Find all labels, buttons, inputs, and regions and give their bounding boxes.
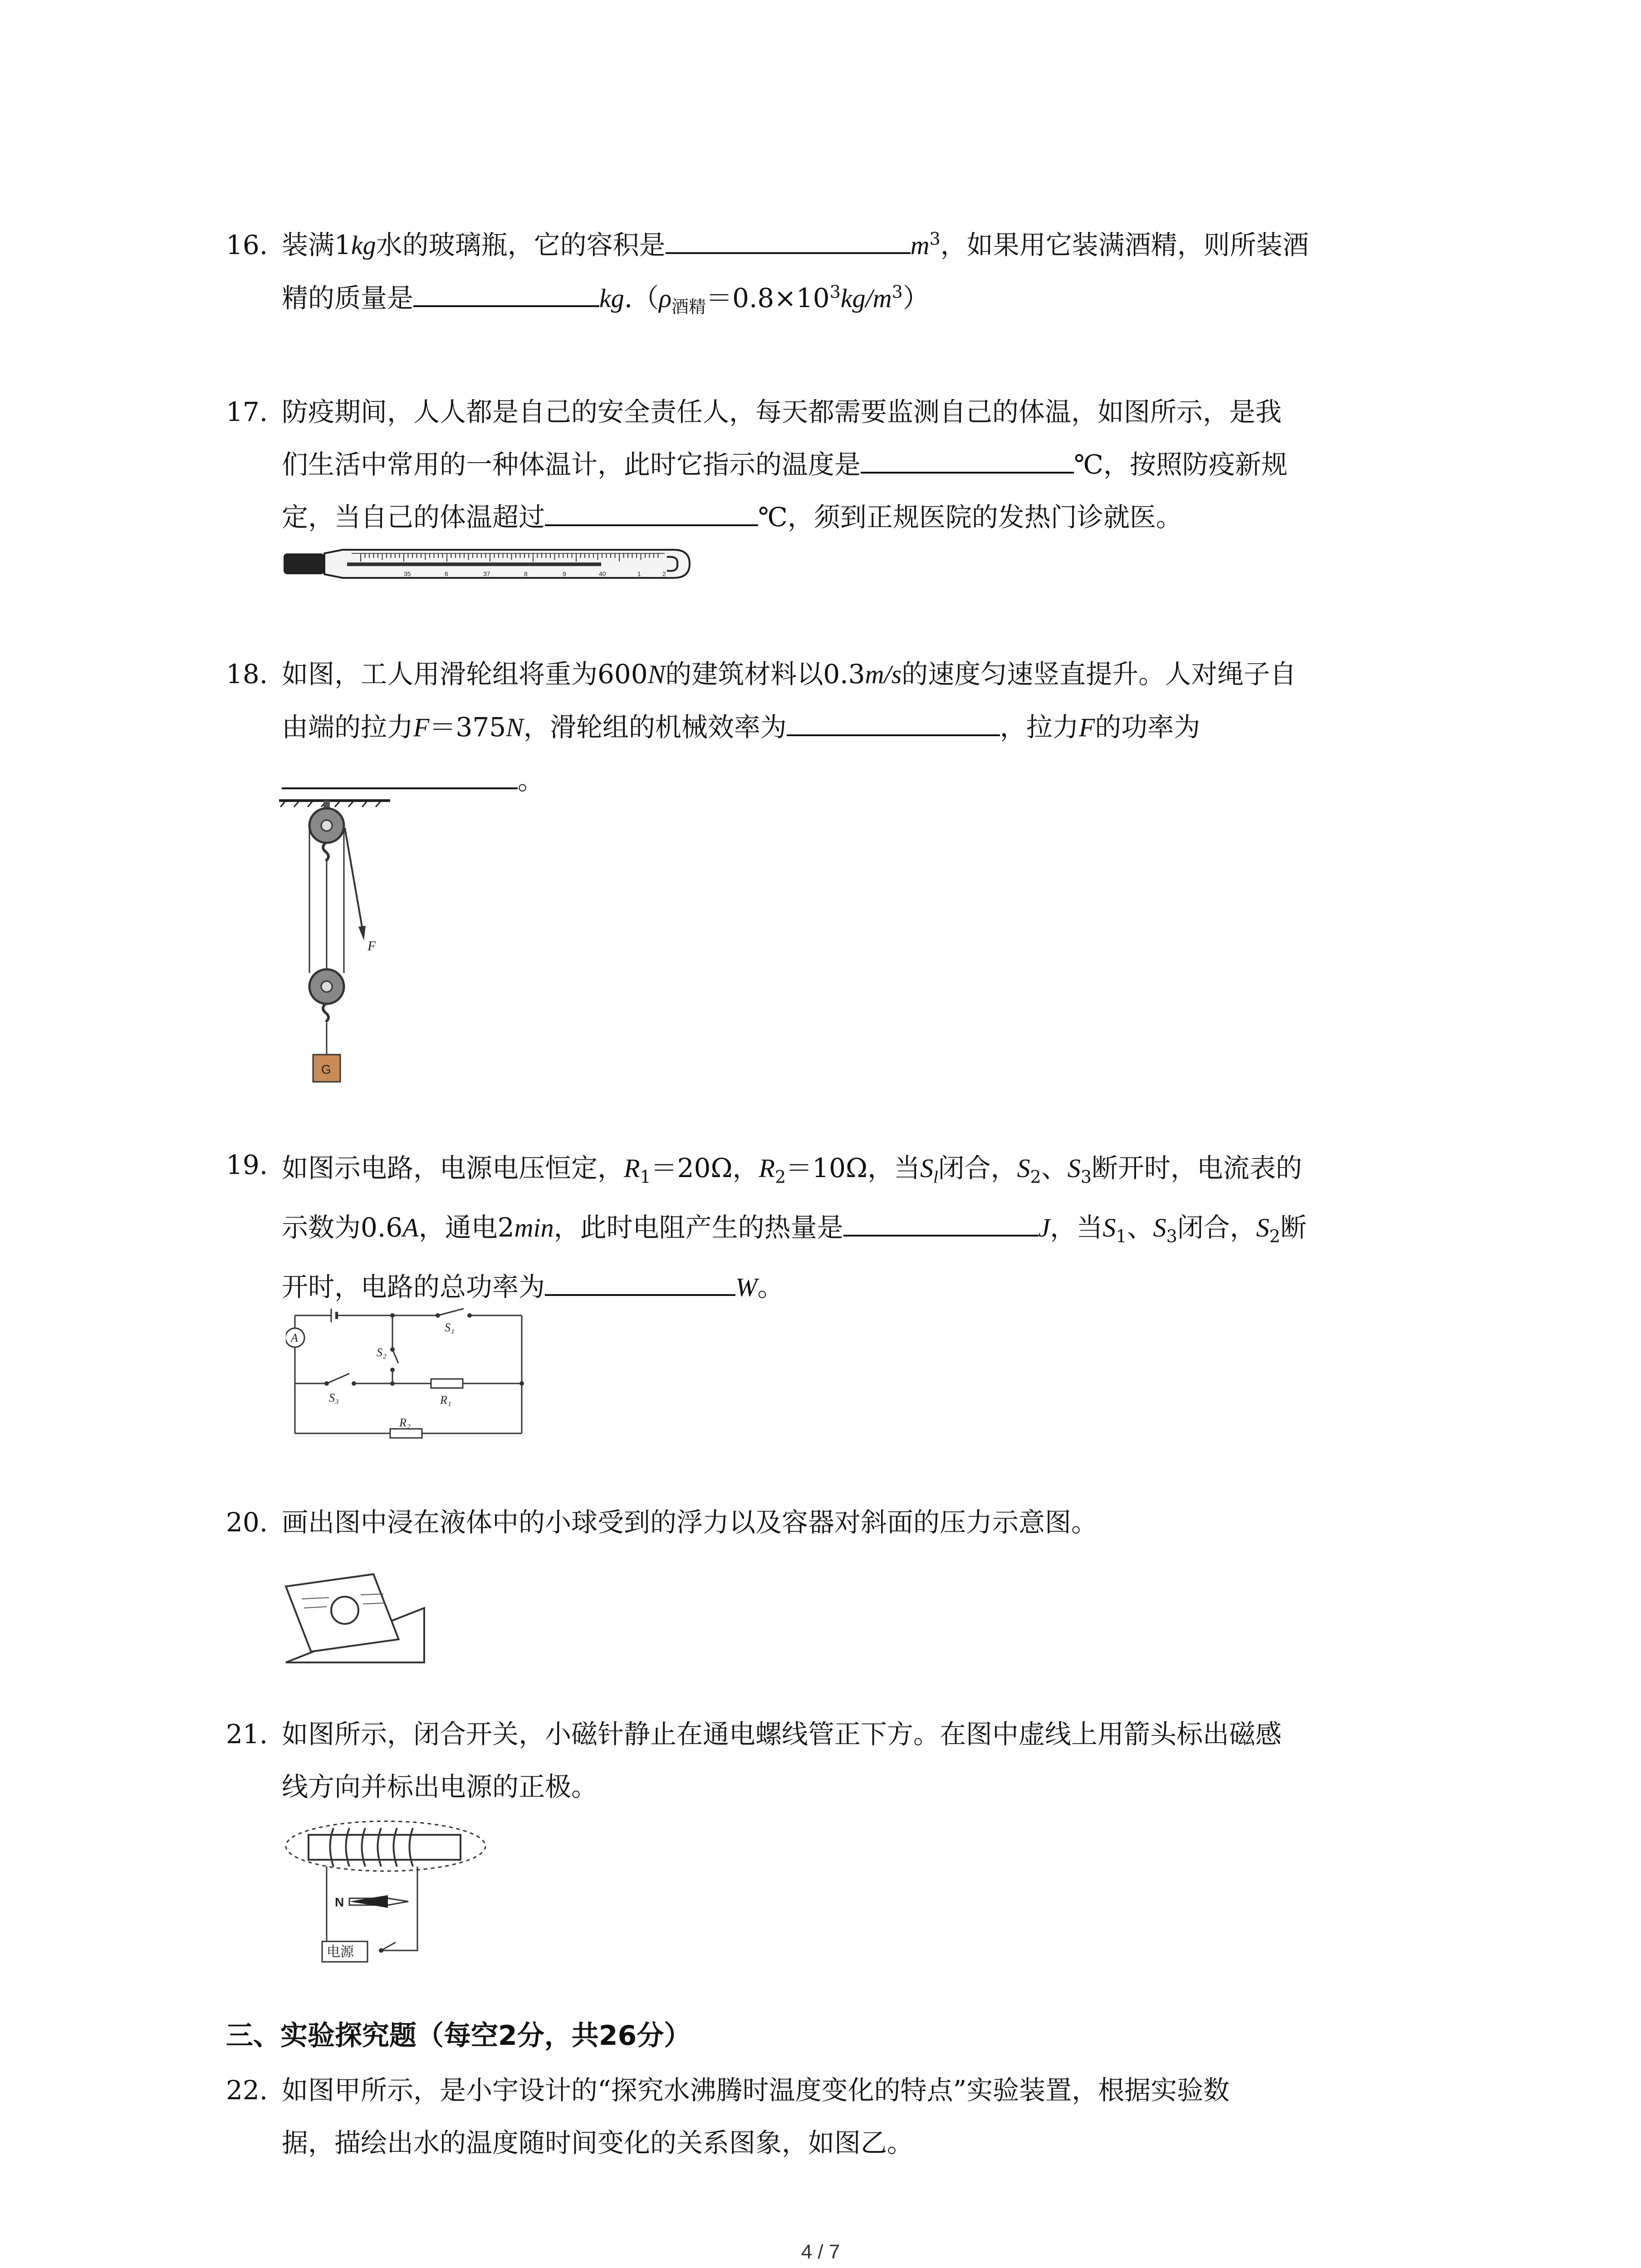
thermometer-tick-label: 9 (563, 570, 566, 577)
question-number: 22. (226, 2075, 268, 2106)
question-21: 21. 如图所示，闭合开关，小磁针静止在通电螺线管正下方。在图中虚线上用箭头标出磁感 线方向并标出电源的正极。 (226, 1708, 1451, 1813)
answer-blank[interactable] (545, 496, 758, 526)
answer-blank[interactable] (787, 706, 1000, 736)
answer-blank[interactable] (282, 759, 518, 789)
thermometer-tick-label: 8 (524, 570, 528, 577)
pulley-figure (277, 796, 395, 1086)
thermometer-tick-label: 2 (662, 570, 666, 577)
resistor-r2-label: R₂ (399, 1416, 411, 1429)
answer-blank[interactable] (861, 444, 1074, 474)
question-number: 16. (226, 230, 268, 260)
thermometer-tick-label: 1 (637, 570, 641, 577)
thermometer-tick-label: 35 (404, 570, 411, 577)
page-number: 4 / 7 (801, 2241, 840, 2263)
switch-s1-label: S₁ (445, 1321, 455, 1334)
question-number: 21. (226, 1719, 268, 1750)
ammeter-label: A (291, 1331, 298, 1344)
answer-blank[interactable] (413, 277, 599, 307)
needle-n-label: N (335, 1895, 344, 1909)
question-16: 16. 装满1kg水的玻璃瓶，它的容积是 $m^3$，如果用它装满酒精，则所装酒 精的质量是 $kg.(\rho_{酒精}=0.8\times 10^3kg/m^3)$ (226, 219, 1451, 325)
switch-s2-label: S₂ (377, 1346, 387, 1359)
solenoid-figure (281, 1814, 490, 1969)
resistor-r1-label: R₁ (440, 1393, 451, 1407)
question-22: 22. 如图甲所示，是小宇设计的“探究水沸腾时温度变化的特点”实验装置，根据实验数 据，描绘出水的温度随时间变化的关系图象，如图乙。 (226, 2064, 1451, 2169)
answer-blank[interactable] (843, 1207, 1038, 1237)
question-number: 20. (226, 1507, 268, 1538)
power-source-label: 电源 (327, 1944, 354, 1960)
force-arrow (345, 828, 363, 932)
question-18: 18. 如图，工人用滑轮组将重为600N的建筑材料以0.3m/s的速度匀速竖直提升。人对绳子自 由端的拉力F＝375N，滑轮组的机械效率为 ，拉力F的功率为 。 (226, 648, 1451, 807)
incline-figure (281, 1565, 431, 1669)
question-number: 18. (226, 659, 268, 689)
section-heading: 三、实验探究题（每空2分，共26分） (226, 2020, 691, 2052)
ball (331, 1597, 358, 1624)
thermometer-tick-label: 37 (483, 570, 490, 577)
question-number: 19. (226, 1149, 268, 1180)
thermometer-tick-label: 40 (599, 570, 606, 577)
answer-blank[interactable] (666, 224, 911, 254)
force-label: F (367, 938, 376, 953)
switch-s3-label: S₃ (329, 1391, 339, 1404)
thermometer-figure (284, 540, 692, 590)
question-20: 20. 画出图中浸在液体中的小球受到的浮力以及容器对斜面的压力示意图。 (226, 1496, 1451, 1549)
thermometer-tick-label: 6 (445, 570, 448, 577)
circuit-figure (286, 1306, 531, 1442)
question-17: 17. 防疫期间，人人都是自己的安全责任人，每天都需要监测自己的体温，如图所示，是我 们生活中常用的一种体温计，此时它指示的温度是 ℃，按照防疫新规 定，当自己的体温超过 ℃，须到正规医院的发热门诊就医。 (226, 386, 1451, 543)
load-label: G (321, 1062, 331, 1076)
question-number: 17. (226, 396, 268, 427)
answer-blank[interactable] (545, 1266, 735, 1296)
question-19: 19. 如图示电路，电源电压恒定，$R_1=20\Omega$，$R_2=10\Omega$，当$S_l$闭合，$S_2$、$S_3$断开时，电流表的 示数为0.6A，通电2min，此时电阻产生的热量是 J，当$S_1$、$S_3$闭合，$S_2$断 开时，电路的总功率为 W。 (226, 1139, 1451, 1317)
